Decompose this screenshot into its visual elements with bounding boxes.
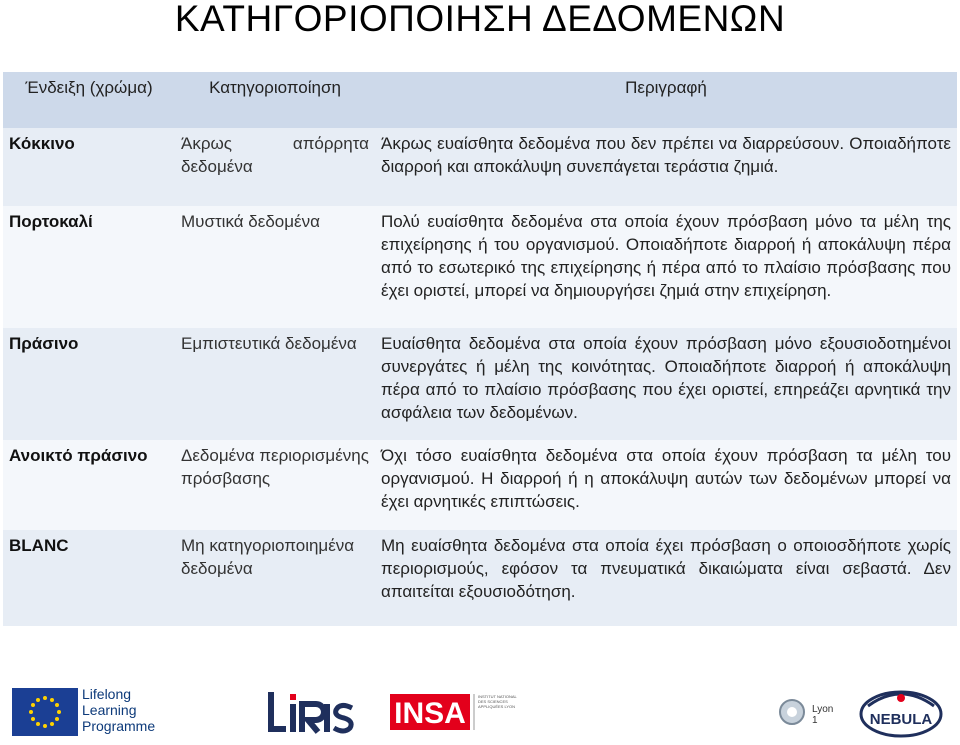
lyon1-logo-text: Lyon 1 <box>812 704 834 726</box>
insa-logo <box>390 690 515 732</box>
row-description: Άκρως ευαίσθητα δεδομένα που δεν πρέπει να διαρρεύσουν. Οποιαδήποτε διαρροή και αποκάλυψη συνεπάγεται τεράστια ζημιά. <box>375 128 957 206</box>
liris-logo <box>268 690 354 734</box>
insa-subtitle: INSTITUT NATIONAL DES SCIENCES APPLIQUÉES LYON <box>478 694 517 709</box>
row-description: Μη ευαίσθητα δεδομένα στα οποία έχει πρόσβαση ο οποιοσδήποτε χωρίς περιορισμούς, εφόσον τα πνευματικά δικαιώματα είναι σεβαστά. Δεν απαιτείται εξουσιοδότηση. <box>375 530 957 626</box>
row-category: Δεδομένα περιορισμένης πρόσβασης <box>175 440 375 530</box>
row-category: Άκρως απόρρητα δεδομένα <box>175 128 375 206</box>
header-description: Περιγραφή <box>375 72 957 128</box>
insa-logo-text: INSA <box>394 697 466 730</box>
row-category: Μυστικά δεδομένα <box>175 206 375 328</box>
nebula-logo-text: NEBULA <box>869 711 933 728</box>
row-category: Εμπιστευτικά δεδομένα <box>175 328 375 440</box>
row-color: Κόκκινο <box>3 128 175 206</box>
footer-logos <box>0 684 960 741</box>
table-header-row <box>3 72 957 128</box>
table-row <box>3 128 957 206</box>
table-row <box>3 440 957 530</box>
row-color: BLANC <box>3 530 175 626</box>
table-row <box>3 530 957 626</box>
classification-table <box>3 72 957 626</box>
row-description: Όχι τόσο ευαίσθητα δεδομένα στα οποία έχουν πρόσβαση τα μέλη του οργανισμού. Η διαρροή ή η αποκάλυψη αυτών των δεδομένων μπορεί να έχει αρνητικές επιπτώσεις. <box>375 440 957 530</box>
lyon1-logo <box>778 690 840 734</box>
row-color: Ανοικτό πράσινο <box>3 440 175 530</box>
row-color: Πορτοκαλί <box>3 206 175 328</box>
table-row <box>3 328 957 440</box>
row-description: Ευαίσθητα δεδομένα στα οποία έχουν πρόσβαση μόνο εξουσιοδοτημένοι συνεργάτες ή μέλη της κοινότητας. Οποιαδήποτε διαρροή ή αποκάλυψη πέρα από το πλαίσιο πρόσβασης που έχει οριστεί, επηρεάζει αρνητικά την ασφάλεια των δεδομένων. <box>375 328 957 440</box>
header-indicator: Ένδειξη (χρώμα) <box>3 72 175 128</box>
row-description: Πολύ ευαίσθητα δεδομένα στα οποία έχουν πρόσβαση μόνο τα μέλη της επιχείρησης ή του οργανισμού. Οποιαδήποτε διαρροή ή αποκάλυψη πέρα από το εσωτερικό της επιχείρησης ή πέρα από το πλαίσιο πρόσβασης που έχει οριστεί, μπορεί να δημιουργήσει ζημιά στην επιχείρηση. <box>375 206 957 328</box>
eu-flag-icon <box>12 688 78 736</box>
nebula-logo <box>858 686 944 740</box>
table-row <box>3 206 957 328</box>
row-color: Πράσινο <box>3 328 175 440</box>
llp-logo-text: Lifelong Learning Programme <box>82 686 156 734</box>
row-category: Μη κατηγοριοποιημένα δεδομένα <box>175 530 375 626</box>
header-category: Κατηγοριοποίηση <box>175 72 375 128</box>
page-title: ΚΑΤΗΓΟΡΙΟΠΟΙΗΣΗ ΔΕΔΟΜΕΝΩΝ <box>174 0 786 39</box>
